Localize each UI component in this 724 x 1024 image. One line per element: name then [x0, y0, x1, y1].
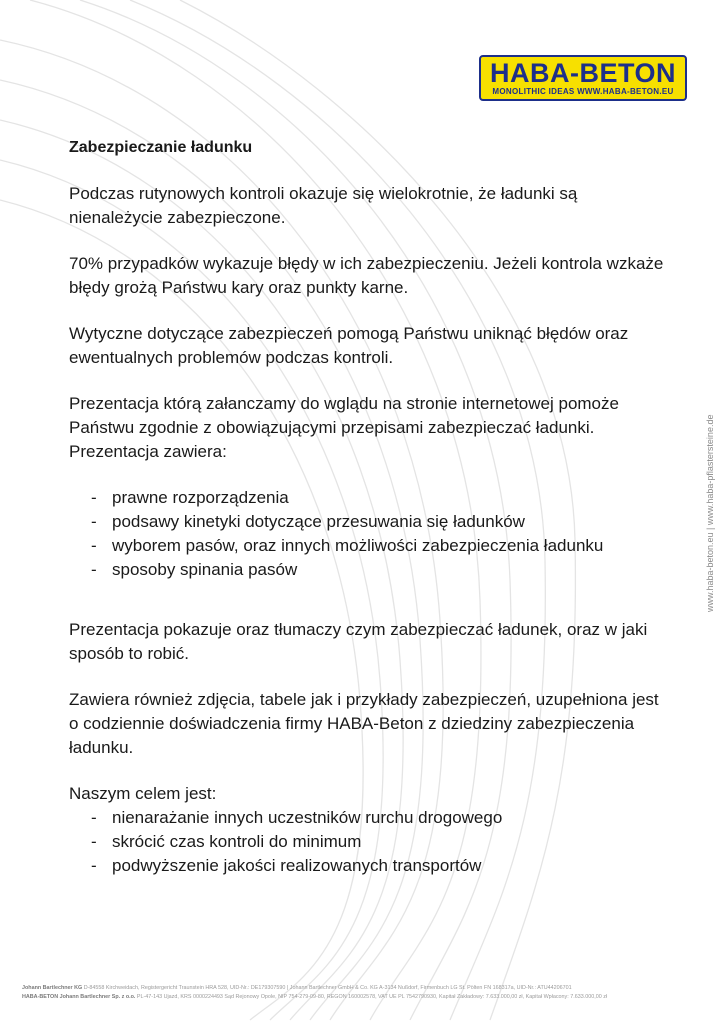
goals-list [69, 806, 669, 878]
logo-tagline: MONOLITHIC IDEAS WWW.HABA-BETON.EU [492, 87, 674, 96]
document-title: Zabezpieczanie ładunku [69, 139, 253, 156]
list-item: - prawne rozporządzenia [69, 486, 669, 510]
paragraph-1: Podczas rutynowych kontroli okazuje się wielokrotnie, że ładunki są nienależycie zabezpieczone. [69, 184, 578, 227]
footer-text-2: PL-47-143 Ujazd, KRS 0000224493 Sąd Rejonowy Opole, NIP 754-279-09-80, REGON 160002578, VAT UE PL 7542790930, Kapitał Zakładowy: 7.633.000,00 zł, Kapitał Wpłacony: 7.633.000,00 zł [136, 994, 608, 1000]
presentation-contents-list [69, 486, 669, 582]
logo-name: HABA-BETON [490, 58, 676, 88]
footer-text-1: D-84558 Kirchweidach, Registergericht Traunstein HRA 528, UID-Nr.: DE179307590 | Johann Bartlechner GmbH & Co. KG A-3134 Nußdorf, Firmenbuch LG St. Pölten FN 168317a, UID-Nr.: ATU44206701 [83, 985, 572, 991]
haba-beton-logo [479, 55, 687, 101]
side-website-text: www.haba-beton.eu | www.haba-pflastersteine.de [705, 414, 715, 612]
paragraph-3: Wytyczne dotyczące zabezpieczeń pomogą Państwu uniknąć błędów oraz ewentualnych problemów podczas kontroli. [69, 324, 629, 367]
paragraph-4: Prezentacja którą załanczamy do wglądu na stronie internetowej pomoże Państwu zgodnie z obowiązującymi przepisami zabezpieczać ładunki. Prezentacja zawiera: [69, 394, 619, 461]
list-item: - skrócić czas kontroli do minimum [69, 830, 669, 854]
footer-company-1: Johann Bartlechner KG [22, 985, 83, 991]
list-item: - wyborem pasów, oraz innych możliwości zabezpieczenia ładunku [69, 534, 669, 558]
footer-line-1 [22, 985, 712, 991]
list-item: - sposoby spinania pasów [69, 558, 669, 582]
list-item: - podsawy kinetyki dotyczące przesuwania się ładunków [69, 510, 669, 534]
footer-company-2: HABA-BETON Johann Bartlechner Sp. z o.o. [22, 994, 136, 1000]
paragraph-7: Naszym celem jest: [69, 784, 217, 803]
paragraph-2: 70% przypadków wykazuje błędy w ich zabezpieczeniu. Jeżeli kontrola wzkaże błędy grożą Państwu kary oraz punkty karne. [69, 254, 664, 297]
paragraph-5: Prezentacja pokazuje oraz tłumaczy czym zabezpieczać ładunek, oraz w jaki sposób to robić. [69, 620, 648, 663]
list-item: - nienarażanie innych uczestników rurchu drogowego [69, 806, 669, 830]
list-item: - podwyższenie jakości realizowanych transportów [69, 854, 669, 878]
paragraph-6: Zawiera również zdjęcia, tabele jak i przykłady zabezpieczeń, uzupełniona jest o codziennie doświadczenia firmy HABA-Beton z dziedziny zabezpieczenia ładunku. [69, 690, 659, 757]
document-body [69, 136, 669, 878]
footer-line-2 [22, 994, 712, 1000]
